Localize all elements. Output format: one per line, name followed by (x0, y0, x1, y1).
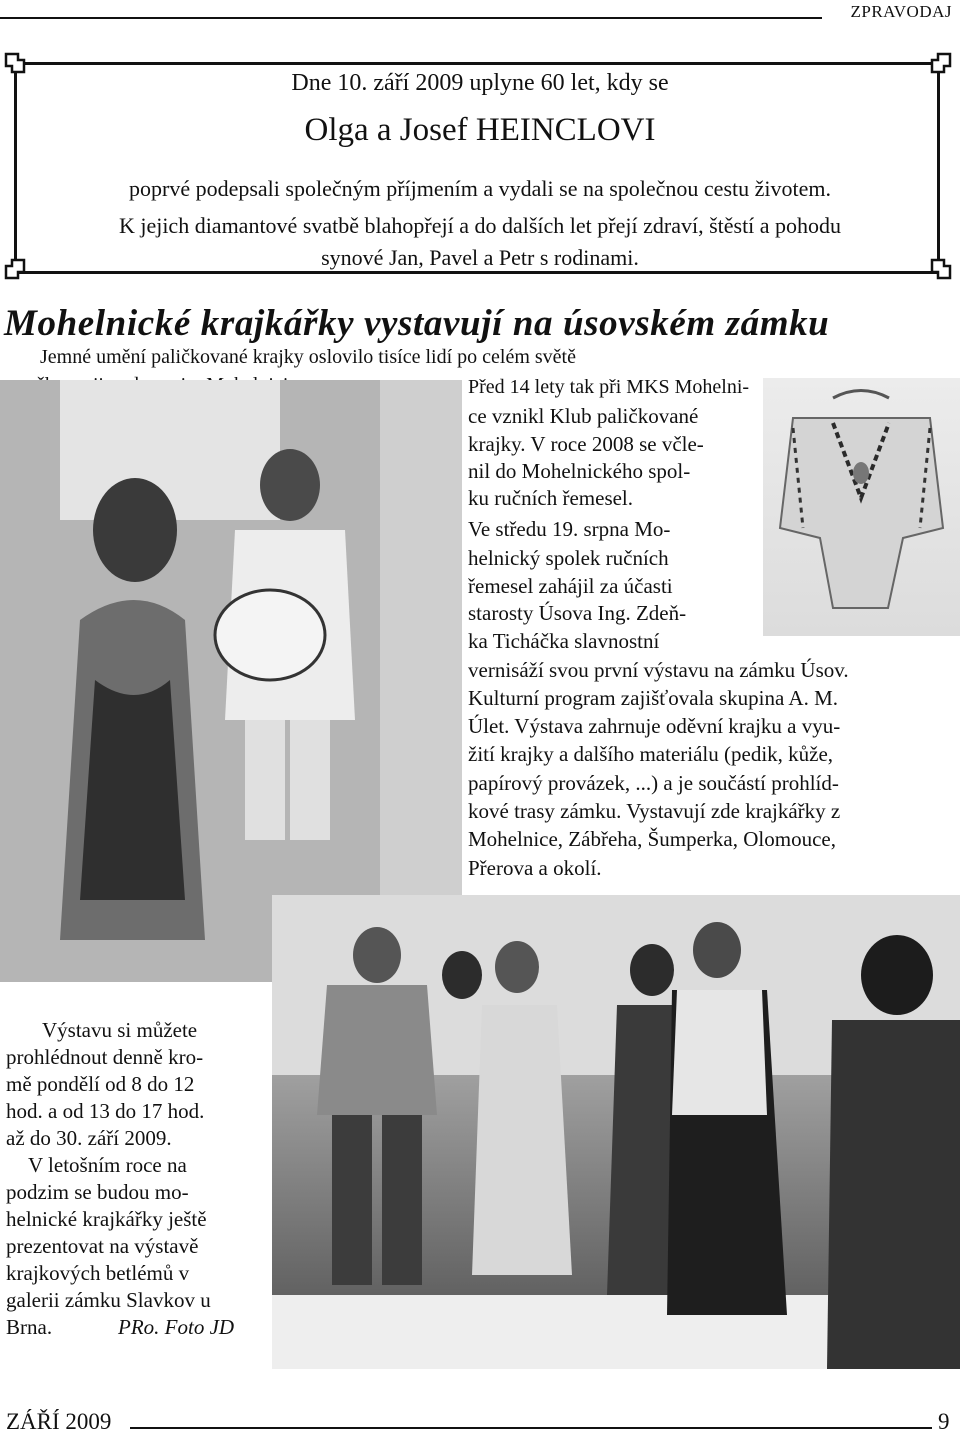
sidebar-text-line: prezentovat na výstavě (6, 1234, 199, 1258)
article-lead-line: Před 14 lety tak při MKS Mohelni- (468, 376, 750, 398)
sidebar-text-line: V letošním roce na (28, 1153, 187, 1177)
article-text-line: ce vznikl Klub paličkované (468, 404, 699, 428)
photo-exhibition-visitors (272, 895, 960, 1369)
sidebar-text-line: krajkových betlémů v (6, 1261, 190, 1285)
announcement-line: K jejich diamantové svatbě blahopřejí a do dalších let přejí zdraví, štěstí a pohodu (118, 213, 842, 238)
section-label: ZPRAVODAJ (850, 2, 952, 21)
sidebar-text-line: mě pondělí od 8 do 12 (6, 1072, 195, 1096)
article-text-line: Úlet. Výstava zahrnuje oděvní krajku a vyu- (468, 714, 841, 738)
photo-credit: PRo. Foto JD (118, 1315, 235, 1339)
article-lead-line: Jemné umění paličkované krajky oslovilo tisíce lidí po celém světě (40, 346, 576, 368)
article-text-line: Ve středu 19. srpna Mo- (468, 517, 671, 541)
announcement-line: synové Jan, Pavel a Petr s rodinami. (321, 245, 639, 270)
article-text-line: ku ručních řemesel. (468, 486, 634, 510)
announcement-line: poprvé podepsali společným příjmením a vydali se na společnou cestu životem. (129, 176, 831, 201)
article-text-line: starosty Úsova Ing. Zdeň- (468, 601, 687, 625)
sidebar-text-line: Brna. (6, 1315, 53, 1339)
sidebar-text-line: galerii zámku Slavkov u (6, 1288, 211, 1312)
article-text-line: krajky. V roce 2008 se včle- (468, 432, 704, 456)
sidebar-text-line: helnické krajkářky ještě (6, 1207, 207, 1231)
announcement-intro: Dne 10. září 2009 uplyne 60 let, kdy se (291, 70, 669, 96)
article-text-line: nil do Mohelnického spol- (468, 459, 691, 483)
article-text-line: žití krajky a dalšího materiálu (pedik, kůže, (468, 742, 834, 766)
article-text-line: helnický spolek ručních (468, 546, 669, 570)
announcement-names: Olga a Josef HEINCLOVI (304, 112, 656, 148)
page-number: 9 (938, 1409, 950, 1434)
article-headline: Mohelnické krajkářky vystavují na úsovském zámku (4, 303, 830, 344)
article-text-line: ka Ticháčka slavnostní (468, 629, 660, 653)
article-text-line: Mohelnice, Zábřeha, Šumperka, Olomouce, (468, 827, 836, 851)
article-text-line: papírový provázek, ...) a je součástí prohlíd- (468, 771, 839, 795)
sidebar-text-line: až do 30. září 2009. (6, 1126, 172, 1150)
article-text-line: Kulturní program zajišťovala skupina A. M. (468, 686, 838, 710)
article-text-line: kové trasy zámku. Vystavují zde krajkářky z (468, 799, 841, 823)
article-text-line: Přerova a okolí. (468, 856, 602, 880)
sidebar-text-line: Výstavu si můžete (42, 1018, 198, 1042)
photo-guitarist-and-woman (0, 380, 462, 982)
footer-rule (130, 1427, 932, 1429)
article-text-line: řemesel zahájil za účasti (468, 574, 673, 598)
photo-lace-garment (763, 378, 960, 636)
article-text-line: vernisáží svou první výstavu na zámku Úsov. (468, 658, 849, 682)
sidebar-text-line: prohlédnout denně kro- (6, 1045, 204, 1069)
sidebar-text-line: podzim se budou mo- (6, 1180, 189, 1204)
header-rule (0, 17, 822, 19)
sidebar-text-line: hod. a od 13 do 17 hod. (6, 1099, 205, 1123)
issue-date: ZÁŘÍ 2009 (6, 1409, 112, 1434)
